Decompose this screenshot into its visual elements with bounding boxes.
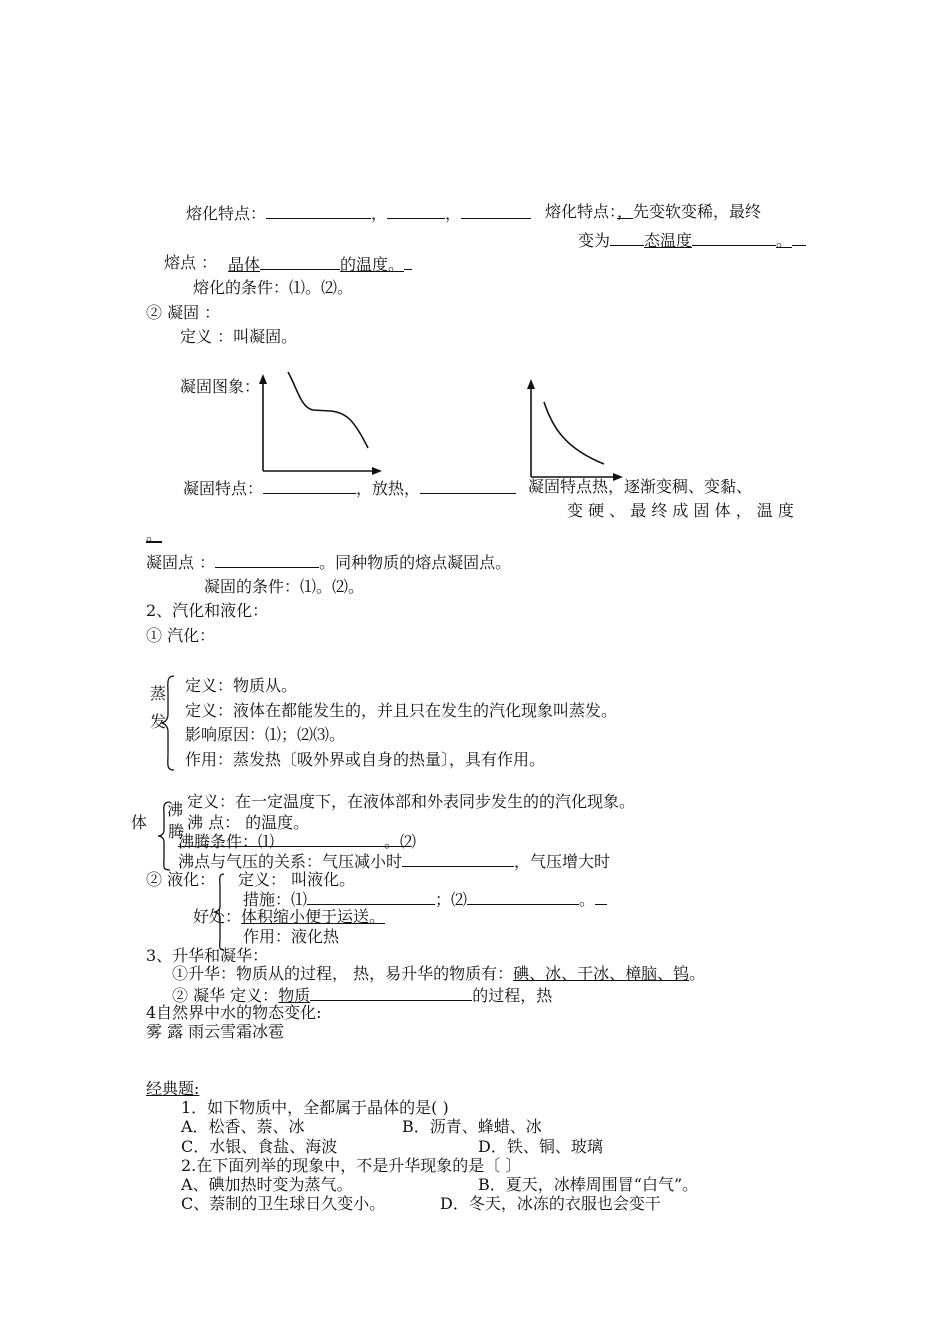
melting-point-value (228, 253, 412, 274)
sublimation-substances: 碘、冰、干冰、樟脑、钨 (513, 964, 690, 983)
underline (146, 542, 162, 543)
period: 。 (579, 890, 596, 909)
blank (595, 888, 607, 905)
crystal-solidification-feature (183, 477, 516, 498)
melting-conditions: 熔化的条件：⑴。⑵。 (193, 278, 354, 297)
desublimation-label: ② 凝华 定义： (172, 986, 279, 1005)
question-2-option-c: C、萘制的卫生球日久变小。 (181, 1194, 386, 1213)
blank (402, 850, 514, 867)
methods-2: ；⑵ (435, 890, 468, 909)
comma: ， (445, 204, 462, 223)
crystal-text: 晶体 (228, 255, 261, 274)
boiling-char1: 沸 (167, 800, 184, 819)
liquefaction-label: ② 液化： (146, 870, 216, 889)
blank (263, 477, 356, 494)
blank (310, 984, 472, 1001)
blank (266, 202, 371, 219)
solidification-conditions: 凝固的条件：⑴。⑵。 (204, 577, 365, 596)
desublimation-definition (172, 984, 552, 1005)
benefit-label: 好处： (193, 907, 242, 926)
boiling-definition: 定义：在一定温度下，在液体部和外表同步发生的的汽化现象。 (187, 792, 636, 811)
melting-feature-label: 熔化特点： (186, 204, 267, 223)
amorphous-melting-line2 (578, 229, 806, 250)
evaporation-char2: 发 (150, 712, 167, 731)
question-1-option-b: B．沥青、蜂蜡、冰 (402, 1117, 542, 1136)
boiling-conditions-2: 。⑵ (384, 832, 417, 851)
question-1-option-c: C．水银、食盐、海波 (181, 1137, 338, 1156)
boiling-char2: 腾 (168, 822, 185, 841)
solidification-point-text: 。同种物质的熔点凝固点。 (319, 553, 512, 572)
blank (792, 229, 806, 246)
liquefaction-benefit (193, 907, 385, 926)
evaporation-effect: 作用：蒸发热〔吸外界或自身的热量〕，具有作用。 (185, 750, 546, 769)
blank (692, 229, 776, 246)
blank (404, 253, 412, 270)
vaporization-heading: 2、汽化和液化： (146, 601, 269, 620)
benefit-text: 体积缩小便于运送。 (241, 907, 386, 926)
comma: ， (371, 204, 388, 223)
question-1: 1．如下物质中，全都属于晶体的是( ) (181, 1098, 449, 1117)
liquefaction-definition: 定义： 叫液化。 (238, 870, 356, 889)
state-temp-text: 态温度 (644, 231, 693, 250)
underline (178, 846, 410, 847)
blank (610, 229, 644, 246)
evaporation-brace (160, 674, 176, 772)
question-2-option-b: B．夏天，冰棒周围冒“白气”。 (478, 1175, 699, 1194)
blank (307, 888, 435, 905)
question-2-option-a: A、碘加热时变为蒸气。 (181, 1175, 353, 1194)
solidification-point-label: 凝固点 ： (146, 553, 216, 572)
period: 。 (776, 231, 793, 250)
substance-text: 物质 (278, 986, 311, 1005)
methods-label: 措施：⑴ (243, 890, 308, 909)
desublimation-text: 的过程，热 (472, 986, 553, 1005)
amorphous-feature-text: 先变软变稀，最终 (633, 202, 762, 221)
body-char: 体 (131, 813, 148, 832)
boiling-conditions (178, 830, 416, 851)
melting-point-end: 的温度。 (340, 255, 405, 274)
evaporation-factors: 影响原因：⑴；⑵⑶。 (185, 725, 346, 744)
question-2-option-d: D．冬天，冰冻的衣服也会变干 (440, 1194, 661, 1213)
liquefaction-effect: 作用：液化热 (243, 927, 340, 946)
pressure-text: 沸点与气压的关系：气压减小时 (178, 852, 403, 871)
amorphous-melting-feature (545, 202, 761, 221)
sublimation-definition (172, 964, 705, 983)
blank (215, 551, 319, 568)
amorphous-feature-label: 熔化特点： (545, 202, 618, 221)
amorphous-solidification-end: 。 (146, 525, 163, 544)
blank (420, 477, 516, 494)
boiling-conditions-label: 沸腾条件：⑴ (178, 832, 275, 851)
amorphous-solidification-graph (524, 374, 629, 480)
evaporation-definition2: 定义：液体在都能发生的，并且只在发生的汽化现象叫蒸发。 (185, 701, 618, 720)
water-cycle-items: 雾 露 雨云雪霜冰雹 (146, 1022, 285, 1041)
blank (387, 202, 445, 219)
boiling-pressure (178, 850, 610, 871)
exercises-heading: 经典题: (146, 1079, 200, 1098)
sublimation-text: ①升华：物质从的过程， 热，易升华的物质有： (172, 964, 514, 983)
solidification-heading: ② 凝固 ： (146, 303, 221, 322)
boiling-point: 沸 点： 的温度。 (187, 813, 310, 832)
solidification-point (146, 551, 511, 572)
solidification-feature-label: 凝固特点： (183, 479, 264, 498)
question-2: 2.在下面列举的现象中，不是升华现象的是〔 〕 (181, 1156, 522, 1175)
comma: ， (617, 202, 634, 221)
text: 变为 (578, 231, 611, 250)
pressure-text-2: ，气压增大时 (514, 852, 611, 871)
amorphous-solidification-line2: 变 硬 、 最 终 成 固 体 ， 温 度 (567, 501, 794, 520)
solidification-graph-label: 凝固图象： (180, 377, 261, 396)
evaporation-char1: 蒸 (150, 684, 167, 703)
water-cycle-heading: 4自然界中水的物态变化: (146, 1003, 322, 1022)
melting-point (164, 253, 217, 272)
boiling-brace (156, 800, 172, 872)
liquefaction-methods (243, 888, 607, 909)
blank (467, 888, 579, 905)
melting-feature-row (186, 202, 531, 223)
amorphous-solidification-feature: 凝固特点热，逐渐变稠、变黏、 (528, 477, 753, 496)
question-1-option-d: D．铁、铜、玻璃 (478, 1137, 603, 1156)
release-heat-text: ，放热， (356, 479, 421, 498)
vaporization-subheading: ① 汽化： (146, 626, 216, 645)
solidification-definition: 定义 ：叫凝固。 (180, 327, 298, 346)
question-1-option-a: A．松香、萘、冰 (181, 1117, 305, 1136)
period: 。 (689, 964, 706, 983)
melting-point-label: 熔点 ： (164, 253, 218, 272)
evaporation-definition1: 定义：物质从。 (185, 676, 298, 695)
crystal-solidification-graph (255, 368, 390, 478)
blank (260, 253, 340, 270)
sublimation-heading: 3、升华和凝华： (146, 946, 269, 965)
blank (461, 202, 531, 219)
blank (274, 830, 384, 847)
